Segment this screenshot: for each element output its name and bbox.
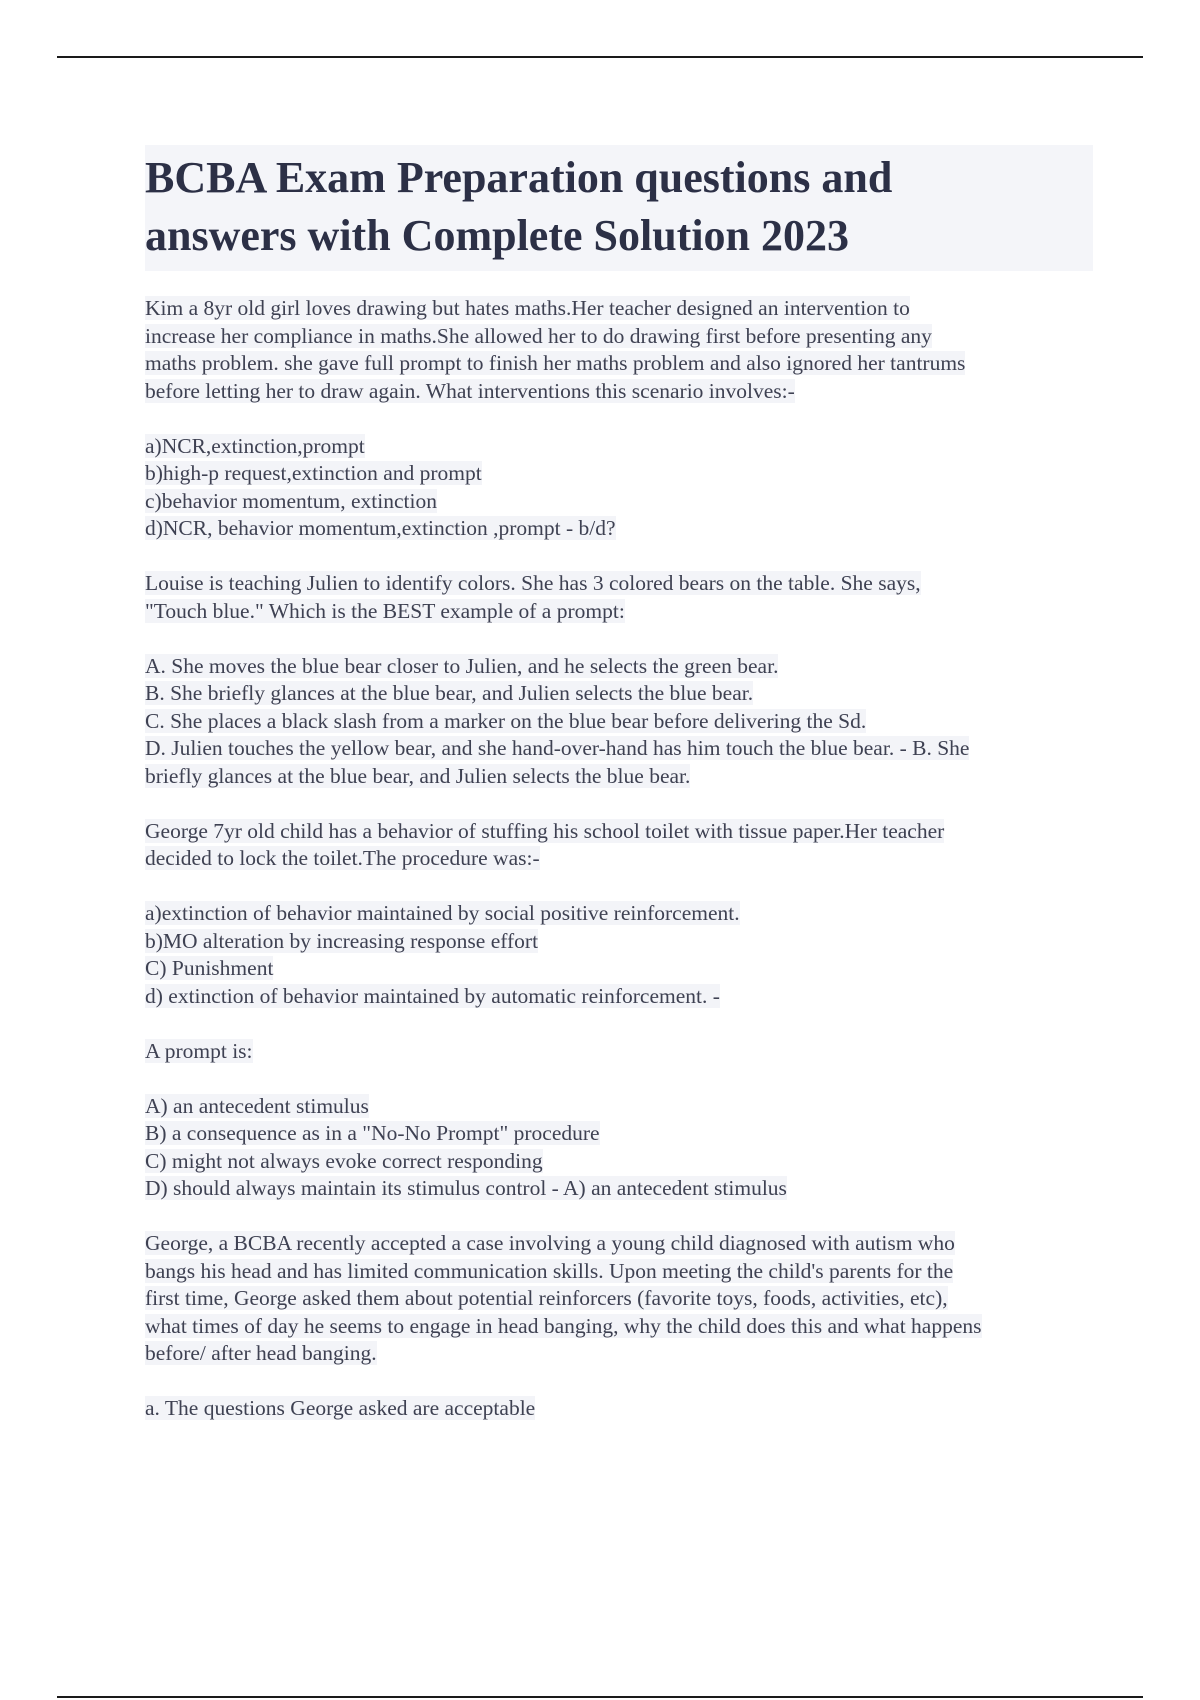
bottom-rule	[57, 1696, 1143, 1698]
option-line: b)MO alteration by increasing response effort	[145, 928, 539, 953]
document-page	[145, 145, 1093, 1450]
text-line: what times of day he seems to engage in head banging, why the child does this and what happens	[145, 1313, 982, 1338]
option-line: D) should always maintain its stimulus control - A) an antecedent stimulus	[145, 1176, 787, 1200]
option-line: C) might not always evoke correct responding	[145, 1148, 543, 1173]
option-line: B. She briefly glances at the blue bear, and Julien selects the blue bear.	[145, 681, 754, 705]
document-title	[145, 145, 1093, 271]
option-line: a. The questions George asked are acceptable	[145, 1396, 536, 1420]
option-line: B) a consequence as in a "No-No Prompt" procedure	[145, 1121, 600, 1145]
text-line: George, a BCBA recently accepted a case involving a young child diagnosed with autism who	[145, 1231, 955, 1255]
option-line: briefly glances at the blue bear, and Julien selects the blue bear.	[145, 763, 691, 788]
option-line: a)NCR,extinction,prompt	[145, 433, 365, 458]
text-line: before letting her to draw again. What interventions this scenario involves:-	[145, 378, 795, 403]
document-body	[145, 295, 1093, 1423]
option-line: b)high-p request,extinction and prompt	[145, 461, 482, 485]
option-line: D. Julien touches the yellow bear, and she hand-over-hand has him touch the blue bear. - B. She	[145, 736, 970, 760]
option-line: A) an antecedent stimulus	[145, 1093, 369, 1118]
option-line: A. She moves the blue bear closer to Julien, and he selects the green bear.	[145, 653, 779, 678]
option-line: d) extinction of behavior maintained by automatic reinforcement. -	[145, 983, 720, 1008]
title-line: BCBA Exam Preparation questions and	[145, 153, 893, 202]
title-line: answers with Complete Solution 2023	[145, 211, 850, 260]
question-louise-stem	[145, 570, 1093, 625]
text-line: first time, George asked them about potential reinforcers (favorite toys, foods, activities, etc),	[145, 1286, 948, 1310]
question-prompt-options	[145, 1093, 1093, 1203]
question-george-toilet-options	[145, 900, 1093, 1010]
text-line: maths problem. she gave full prompt to finish her maths problem and also ignored her tantrums	[145, 351, 966, 375]
option-line: C) Punishment	[145, 956, 274, 980]
text-line: decided to lock the toilet.The procedure was:-	[145, 846, 540, 870]
text-line: "Touch blue." Which is the BEST example of a prompt:	[145, 598, 625, 623]
option-line: C. She places a black slash from a marker on the blue bear before delivering the Sd.	[145, 708, 867, 733]
option-line: a)extinction of behavior maintained by social positive reinforcement.	[145, 901, 740, 925]
text-line: Louise is teaching Julien to identify colors. She has 3 colored bears on the table. She says,	[145, 571, 921, 595]
text-line: before/ after head banging.	[145, 1341, 377, 1365]
text-line: George 7yr old child has a behavior of stuffing his school toilet with tissue paper.Her teacher	[145, 818, 945, 843]
question-george-bcba-options	[145, 1395, 1093, 1423]
top-rule	[57, 56, 1143, 58]
option-line: d)NCR, behavior momentum,extinction ,prompt - b/d?	[145, 516, 616, 540]
question-kim-options	[145, 433, 1093, 543]
question-prompt-stem	[145, 1038, 1093, 1066]
option-line: c)behavior momentum, extinction	[145, 488, 437, 513]
question-george-bcba-stem	[145, 1230, 1093, 1368]
question-kim-stem	[145, 295, 1093, 405]
question-george-toilet-stem	[145, 818, 1093, 873]
text-line: bangs his head and has limited communication skills. Upon meeting the child's parents for the	[145, 1258, 954, 1283]
text-line: A prompt is:	[145, 1038, 253, 1063]
text-line: increase her compliance in maths.She allowed her to do drawing first before presenting any	[145, 323, 932, 348]
question-louise-options	[145, 653, 1093, 791]
text-line: Kim a 8yr old girl loves drawing but hates maths.Her teacher designed an intervention to	[145, 296, 910, 320]
